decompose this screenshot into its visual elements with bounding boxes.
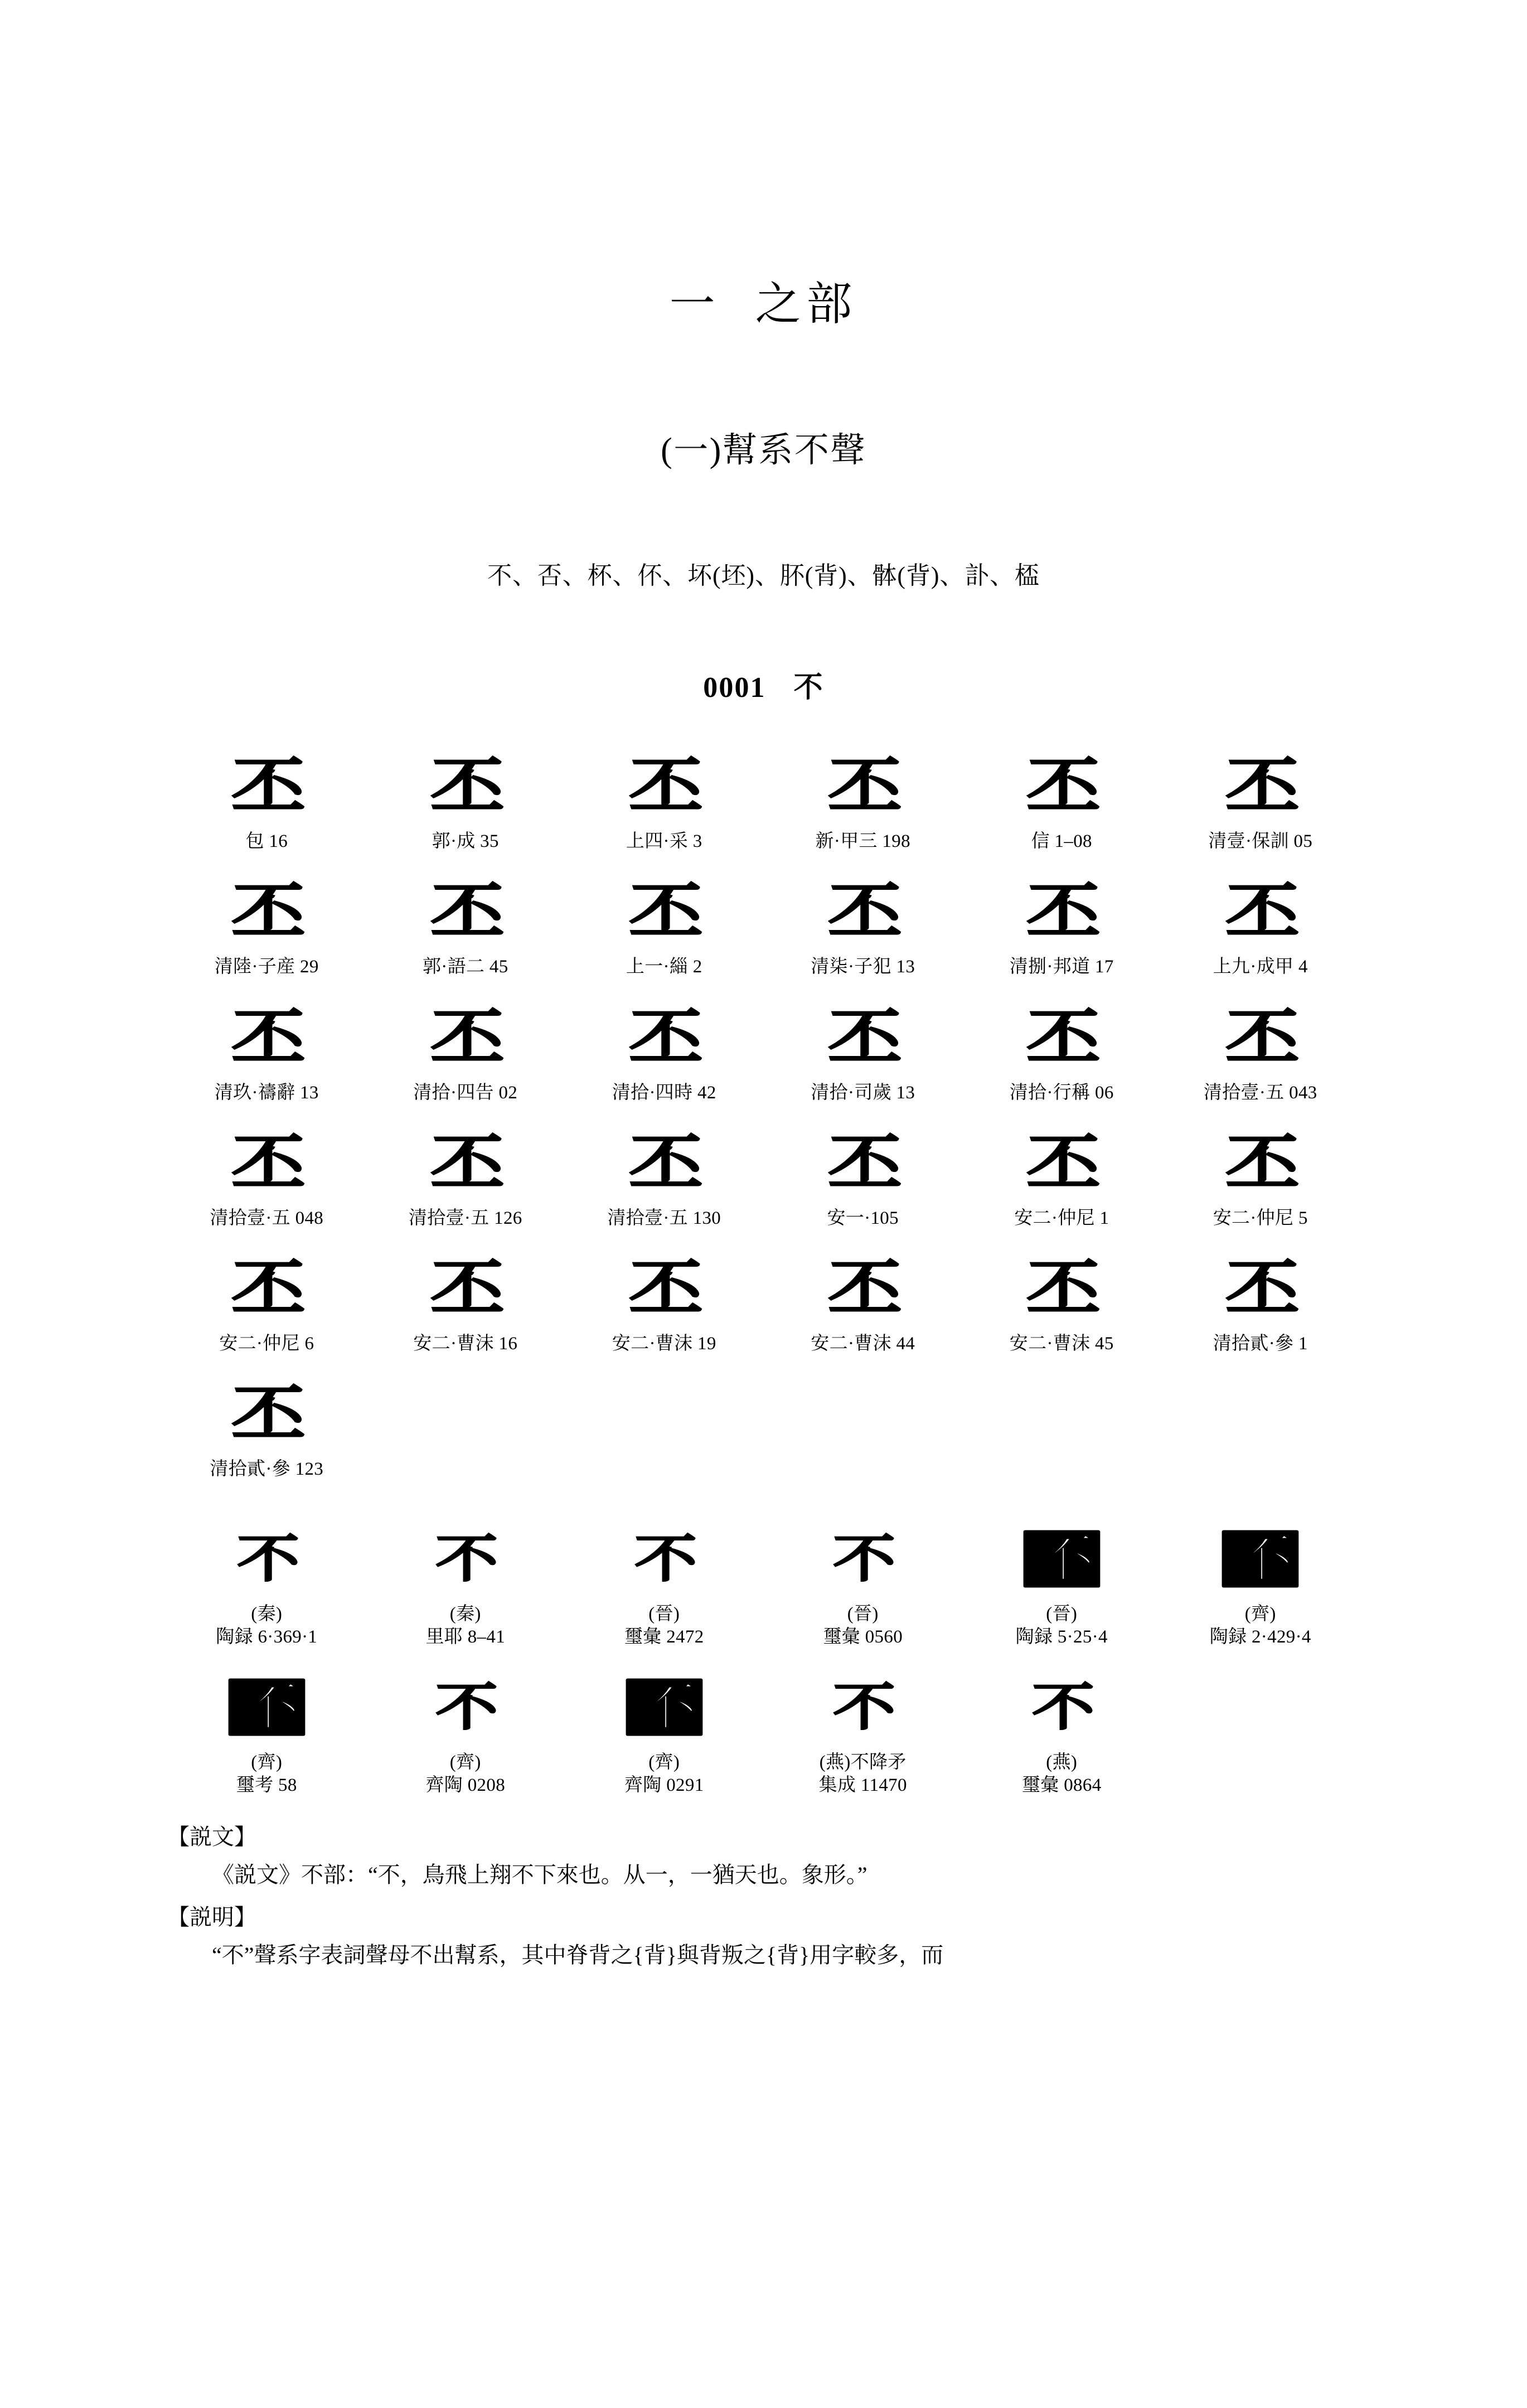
seal-caption <box>962 1751 1161 1797</box>
seal-caption <box>764 1603 963 1649</box>
seal-glyph: 不 <box>565 1665 764 1749</box>
rubbing-cell <box>764 870 963 978</box>
seal-cell <box>764 1665 963 1797</box>
rubbing-glyph: 丕 <box>1026 876 1097 947</box>
seal-state: (晉) <box>847 1603 879 1624</box>
seal-cell <box>565 1665 764 1797</box>
rubbing-caption: 清柒·子犯 13 <box>811 957 915 977</box>
rubbing-caption: 上九·成甲 4 <box>1213 957 1308 977</box>
seal-glyph: 不 <box>237 1528 297 1588</box>
shuowen-label: 【説文】 <box>167 1824 256 1849</box>
seal-cell <box>962 1517 1161 1649</box>
rubbing-caption: 安二·仲尼 1 <box>1014 1208 1109 1228</box>
rubbing-caption: 安二·曹沫 45 <box>1009 1334 1114 1354</box>
seal-glyph: 不 <box>435 1677 495 1737</box>
rubbing-caption: 清捌·邦道 17 <box>1009 957 1114 977</box>
seal-state: (晉) <box>1046 1603 1078 1624</box>
rubbing-glyph: 丕 <box>1225 876 1296 947</box>
rubbing-caption: 上一·緇 2 <box>626 957 702 977</box>
entry-heading <box>167 663 1360 705</box>
seal-glyph: 不 <box>1161 1517 1360 1601</box>
rubbing-caption: 清拾·行稱 06 <box>1009 1082 1114 1103</box>
rubbing-glyph: 丕 <box>231 876 302 947</box>
rubbing-caption: 清拾·四告 02 <box>413 1082 518 1103</box>
shuowen-text: 《説文》不部：“不，鳥飛上翔不下來也。从一，一猶天也。象形。” <box>212 1862 867 1887</box>
rubbing-caption: 郭·成 35 <box>432 831 499 851</box>
rubbing-glyph: 丕 <box>827 876 898 947</box>
seal-cell-empty <box>1161 1665 1360 1797</box>
seal-cell <box>167 1665 366 1797</box>
rubbing-cell <box>565 1247 764 1355</box>
seal-caption <box>962 1603 1161 1649</box>
rubbing-glyph: 丕 <box>231 1127 302 1199</box>
rubbing-cell <box>167 1247 366 1355</box>
rubbing-cell <box>764 1121 963 1230</box>
seal-state: (齊) <box>648 1752 680 1772</box>
seal-caption <box>764 1751 963 1797</box>
rubbing-cell <box>764 996 963 1104</box>
rubbing-glyph: 丕 <box>430 876 501 947</box>
rubbing-row <box>167 744 1360 853</box>
seal-cell <box>167 1517 366 1649</box>
rubbing-glyph: 丕 <box>1026 1127 1097 1199</box>
rubbing-caption: 清壹·保訓 05 <box>1208 831 1313 851</box>
rubbing-caption: 上四·采 3 <box>626 831 702 851</box>
seal-glyph: 不 <box>1032 1677 1092 1737</box>
rubbing-glyph: 丕 <box>1225 1127 1296 1199</box>
rubbing-glyph: 丕 <box>1026 750 1097 822</box>
rubbing-cell <box>1161 744 1360 853</box>
rubbing-glyph: 丕 <box>827 1253 898 1324</box>
rubbing-glyph: 丕 <box>827 750 898 822</box>
seal-state: (燕)不降矛 <box>819 1752 906 1772</box>
seal-caption <box>167 1603 366 1649</box>
rubbing-grid <box>167 744 1360 1797</box>
seal-caption <box>565 1751 764 1797</box>
rubbing-cell <box>1161 996 1360 1104</box>
rubbing-glyph: 丕 <box>629 1002 700 1073</box>
rubbing-glyph: 丕 <box>1225 1253 1296 1324</box>
rubbing-row <box>167 1372 1360 1481</box>
rubbing-caption: 安二·仲尼 5 <box>1213 1208 1308 1228</box>
seal-row <box>167 1665 1360 1797</box>
rubbing-glyph: 丕 <box>430 1002 501 1073</box>
seal-source: 璽彙 0560 <box>823 1626 903 1647</box>
rubbing-row <box>167 870 1360 978</box>
seal-source: 璽彙 2472 <box>624 1626 704 1647</box>
seal-caption <box>167 1751 366 1797</box>
rubbing-glyph: 丕 <box>231 1253 302 1324</box>
rubbing-caption: 清拾壹·五 130 <box>607 1208 721 1228</box>
rubbing-caption: 清拾貳·參 1 <box>1213 1334 1308 1354</box>
rubbing-caption: 清拾壹·五 043 <box>1203 1082 1317 1103</box>
rubbing-caption: 清玖·禱辭 13 <box>214 1082 319 1103</box>
rubbing-row <box>167 1247 1360 1355</box>
rubbing-cell <box>764 744 963 853</box>
rubbing-row <box>167 996 1360 1104</box>
seal-caption <box>1161 1603 1360 1649</box>
seal-caption <box>366 1603 565 1649</box>
seal-glyph: 不 <box>435 1528 495 1588</box>
seal-cell <box>1161 1517 1360 1649</box>
rubbing-glyph: 丕 <box>231 750 302 822</box>
seal-source: 齊陶 0208 <box>425 1775 506 1796</box>
rubbing-glyph: 丕 <box>430 750 501 822</box>
seal-cell <box>764 1517 963 1649</box>
rubbing-glyph: 丕 <box>827 1127 898 1199</box>
rubbing-caption: 安二·曹沫 44 <box>811 1334 915 1354</box>
rubbing-cell <box>167 870 366 978</box>
rubbing-glyph: 丕 <box>629 1253 700 1324</box>
seal-state: (秦) <box>251 1603 283 1624</box>
seal-source: 齊陶 0291 <box>624 1775 704 1796</box>
rubbing-caption: 安二·仲尼 6 <box>219 1334 314 1354</box>
rubbing-caption: 清拾壹·五 126 <box>408 1208 522 1228</box>
seal-state: (齊) <box>449 1752 481 1772</box>
shuoming-label: 【説明】 <box>167 1904 256 1930</box>
seal-state: (晉) <box>648 1603 680 1624</box>
rubbing-cell <box>366 870 565 978</box>
rubbing-glyph: 丕 <box>1225 1002 1296 1073</box>
rubbing-caption: 安二·曹沫 19 <box>612 1334 716 1354</box>
rubbing-caption: 清陸·子産 29 <box>214 957 319 977</box>
rubbing-caption: 清拾壹·五 048 <box>210 1208 324 1228</box>
rubbing-caption: 郭·語二 45 <box>422 957 508 977</box>
document-page <box>0 268 1527 2408</box>
seal-state: (秦) <box>449 1603 481 1624</box>
rubbing-cell <box>1161 1247 1360 1355</box>
seal-row <box>167 1517 1360 1649</box>
seal-cell <box>366 1517 565 1649</box>
rubbing-cell <box>167 744 366 853</box>
subsection-title: (一)幫系不聲 <box>661 432 866 469</box>
rubbing-cell <box>565 870 764 978</box>
rubbing-cell <box>167 996 366 1104</box>
rubbing-cell <box>962 996 1161 1104</box>
rubbing-caption: 清拾·四時 42 <box>612 1082 716 1103</box>
rubbing-caption: 信 1–08 <box>1031 831 1092 851</box>
rubbing-cell <box>366 1121 565 1230</box>
entry-character: 不 <box>793 672 824 704</box>
rubbing-glyph: 丕 <box>430 1127 501 1199</box>
seal-cell <box>962 1665 1161 1797</box>
seal-glyph: 不 <box>962 1517 1161 1601</box>
notes-section <box>167 1820 1360 1973</box>
seal-source: 陶録 6·369·1 <box>216 1626 318 1647</box>
rubbing-glyph: 丕 <box>1026 1253 1097 1324</box>
rubbing-caption: 清拾·司歲 13 <box>811 1082 915 1103</box>
seal-source: 陶録 5·25·4 <box>1015 1626 1108 1647</box>
seal-caption <box>565 1603 764 1649</box>
rubbing-cell <box>565 1121 764 1230</box>
seal-source: 里耶 8–41 <box>425 1626 506 1647</box>
seal-state: (齊) <box>1244 1603 1276 1624</box>
rubbing-glyph: 丕 <box>827 1002 898 1073</box>
seal-glyph: 不 <box>833 1528 893 1588</box>
seal-glyph: 不 <box>833 1677 893 1737</box>
rubbing-glyph: 丕 <box>231 1002 302 1073</box>
rubbing-cell <box>962 1247 1161 1355</box>
seal-source: 璽考 58 <box>236 1775 297 1796</box>
seal-source: 集成 11470 <box>818 1775 907 1796</box>
rubbing-cell <box>366 996 565 1104</box>
shuoming-text: “不”聲系字表詞聲母不出幫系，其中脊背之{背}與背叛之{背}用字較多，而 <box>212 1942 944 1968</box>
rubbing-caption: 新·甲三 198 <box>815 831 910 851</box>
rubbing-cell <box>366 744 565 853</box>
seal-glyph: 不 <box>167 1665 366 1749</box>
rubbing-cell <box>167 1121 366 1230</box>
rubbing-cell <box>565 744 764 853</box>
section-title-right: 之部 <box>755 279 858 330</box>
section-title <box>167 268 1360 333</box>
series-character-list: 不、否、杯、伓、坏(坯)、肧(背)、骵(背)、訃、㮎 <box>487 562 1040 589</box>
entry-number: 0001 <box>703 672 766 704</box>
rubbing-glyph: 丕 <box>231 1378 302 1450</box>
section-title-left: 一 <box>669 279 721 330</box>
rubbing-glyph: 丕 <box>1225 750 1296 822</box>
rubbing-cell <box>1161 1121 1360 1230</box>
rubbing-caption: 包 16 <box>245 831 288 851</box>
seal-source: 璽彙 0864 <box>1021 1775 1102 1796</box>
rubbing-glyph: 丕 <box>1026 1002 1097 1073</box>
rubbing-glyph: 丕 <box>629 750 700 822</box>
rubbing-cell <box>764 1247 963 1355</box>
rubbing-glyph: 丕 <box>430 1253 501 1324</box>
seal-state: (燕) <box>1046 1752 1078 1772</box>
rubbing-row <box>167 1121 1360 1230</box>
rubbing-caption: 安二·曹沫 16 <box>413 1334 518 1354</box>
seal-source: 陶録 2·429·4 <box>1209 1626 1311 1647</box>
seal-glyph: 不 <box>634 1528 694 1588</box>
rubbing-cell <box>565 996 764 1104</box>
rubbing-cell <box>962 1121 1161 1230</box>
rubbing-glyph: 丕 <box>629 1127 700 1199</box>
seal-cell <box>565 1517 764 1649</box>
rubbing-cell <box>962 870 1161 978</box>
rubbing-cell <box>167 1372 366 1481</box>
rubbing-cell <box>1161 870 1360 978</box>
rubbing-caption: 安一·105 <box>827 1208 899 1228</box>
seal-caption <box>366 1751 565 1797</box>
rubbing-caption: 清拾貳·參 123 <box>210 1459 324 1480</box>
rubbing-glyph: 丕 <box>629 876 700 947</box>
rubbing-cell <box>962 744 1161 853</box>
seal-cell <box>366 1665 565 1797</box>
rubbing-cell <box>366 1247 565 1355</box>
seal-state: (齊) <box>251 1752 283 1772</box>
